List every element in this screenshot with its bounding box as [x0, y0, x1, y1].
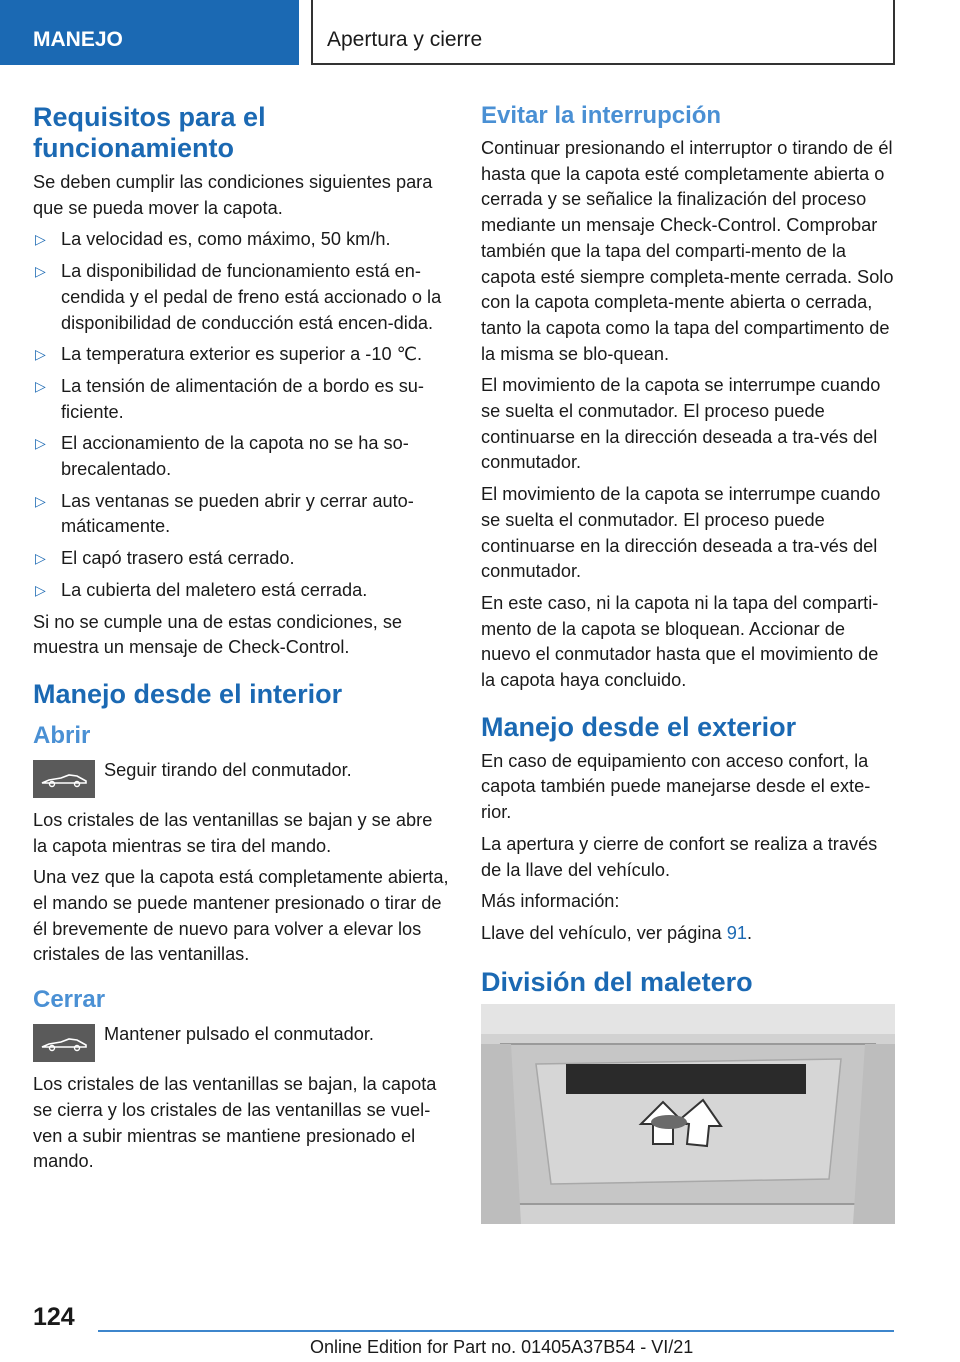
requisitos-intro: Se deben cumplir las condiciones siguientes para que se pueda mover la capota. — [33, 172, 433, 218]
requisitos-outro: Si no se cumple una de estas condiciones, se muestra un mensaje de Check-Control. — [33, 611, 403, 658]
abrir-heading: Abrir — [33, 721, 91, 749]
triangle-bullet-icon: ▷ — [35, 550, 46, 567]
list-item: ▷ Las ventanas se pueden abrir y cerrar auto‐máticamente. — [35, 490, 414, 537]
triangle-bullet-icon: ▷ — [35, 581, 46, 598]
section-tab — [0, 0, 299, 65]
list-item: ▷ La cubierta del maletero está cerrada. — [33, 578, 449, 604]
cerrar-paragraph-1: Los cristales de las ventanillas se bajan, la capota se cierra y los cristales de las ventanillas se vuel‐ven a subir mientras se mantiene presionado el mando. — [33, 1074, 437, 1172]
exterior-paragraph-3: Más información: — [481, 891, 620, 912]
list-item: ▷ La velocidad es, como máximo, 50 km/h. — [33, 227, 449, 253]
chapter-title: Apertura y cierre — [327, 28, 483, 51]
trunk-photo — [481, 1004, 895, 1224]
triangle-bullet-icon: ▷ — [35, 377, 46, 394]
right-column — [481, 102, 897, 1224]
list-item: ▷ El capó trasero está cerrado. — [33, 546, 449, 572]
abrir-instruction — [33, 758, 449, 798]
page-number: 124 — [33, 1303, 75, 1331]
exterior-paragraph-4: Llave del vehículo, ver página 91. — [481, 922, 752, 943]
chapter-header — [311, 0, 895, 65]
page-link[interactable]: 91 — [726, 922, 747, 943]
exterior-paragraph-1: En caso de equipamiento con acceso confort, la capota también puede manejarse desde el exte‐rior. — [481, 750, 871, 823]
triangle-bullet-icon: ▷ — [35, 231, 46, 248]
evitar-heading: Evitar la interrupción — [481, 102, 722, 129]
cerrar-heading: Cerrar — [33, 986, 106, 1014]
exterior-paragraph-2: La apertura y cierre de confort se realiza a través de la llave del vehículo. — [481, 833, 878, 880]
evitar-paragraph-1: Continuar presionando el interruptor o tirando de él hasta que la capota esté completamente abierta o cerrada y se señalice la finalización del proceso mediante un mensaje Check-Control. Comprobar también que la tapa del comparti‐mento de la capota esté siempre completa‐mente cerrada. Solo con la capota completa‐mente abierta o cerrada, tanto la capota como la tapa del compartimento de la misma se blo‐quean. — [481, 138, 894, 364]
evitar-paragraph-4: En este caso, ni la capota ni la tapa del comparti‐mento de la capota se bloquean. Accionar de nuevo el conmutador hasta que el movimiento de la capota haya concluido. — [481, 592, 879, 691]
footer-divider — [98, 1330, 894, 1332]
triangle-bullet-icon: ▷ — [35, 435, 46, 452]
triangle-bullet-icon: ▷ — [35, 346, 46, 363]
convertible-top-icon — [33, 760, 95, 798]
cerrar-instruction — [33, 1022, 449, 1062]
list-item: ▷ La temperatura exterior es superior a ‑10 ℃. — [33, 342, 449, 368]
abrir-paragraph-2: Una vez que la capota está completamente abierta, el mando se puede mantener presionado o tirar de él brevemente de nuevo para volver a elevar los cristales de las ventanillas. — [33, 867, 449, 965]
section-title: MANEJO — [33, 28, 123, 51]
triangle-bullet-icon: ▷ — [35, 263, 46, 280]
evitar-paragraph-2: El movimiento de la capota se interrumpe cuando se suelta el conmutador. El proceso puede continuarse en la dirección deseada a tra‐vés del conmutador. — [481, 375, 881, 473]
left-column — [33, 102, 449, 1181]
triangle-bullet-icon: ▷ — [35, 492, 46, 509]
edition-info: Online Edition for Part no. 01405A37B54 - VI/21 — [310, 1337, 694, 1357]
interior-heading: Manejo desde el interior — [33, 678, 343, 709]
requisitos-list — [33, 227, 449, 603]
cerrar-icon-text: Mantener pulsado el conmutador. — [104, 1024, 374, 1045]
list-item: ▷ El accionamiento de la capota no se ha so‐brecalentado. — [35, 433, 409, 480]
division-heading: División del maletero — [481, 966, 753, 997]
list-item: ▷ La disponibilidad de funcionamiento está en‐cendida y el pedal de freno está accionado o la disponibilidad de conducción está encen‐dida. — [35, 261, 442, 333]
abrir-icon-text: Seguir tirando del conmutador. — [104, 759, 352, 780]
list-item: ▷ La tensión de alimentación de a bordo es su‐ficiente. — [35, 375, 424, 422]
evitar-paragraph-3: El movimiento de la capota se interrumpe cuando se suelta el conmutador. El proceso puede continuarse en la dirección deseada a tra‐vés del conmutador. — [481, 484, 881, 582]
requisitos-heading: Requisitos para el funcionamiento — [33, 102, 266, 163]
convertible-top-icon — [33, 1024, 95, 1062]
exterior-heading: Manejo desde el exterior — [481, 711, 797, 742]
abrir-paragraph-1: Los cristales de las ventanillas se bajan y se abre la capota mientras se tira del mando. — [33, 809, 433, 856]
